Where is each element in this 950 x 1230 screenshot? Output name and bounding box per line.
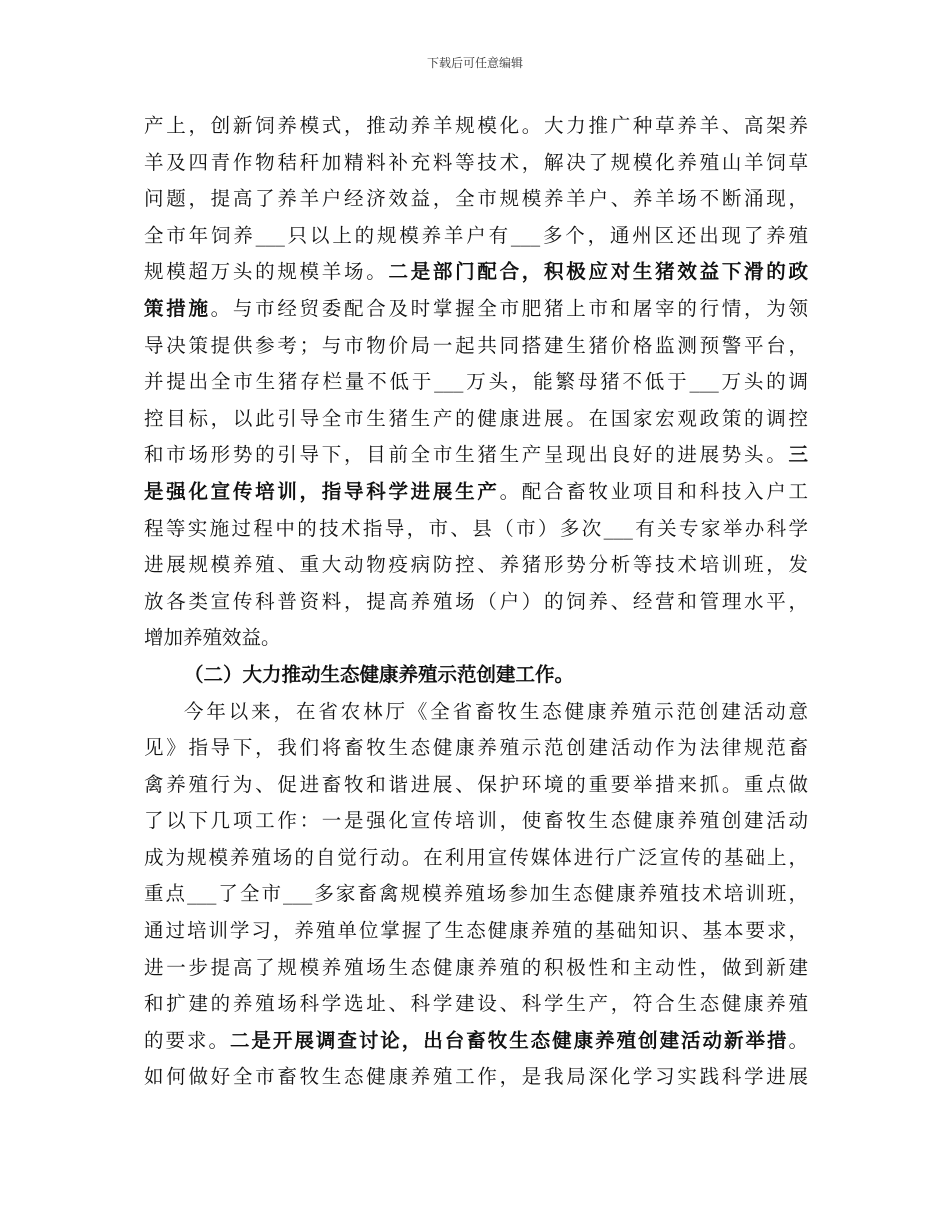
text-run: 的要求。 xyxy=(144,1028,230,1052)
text-line xyxy=(144,767,808,804)
text-run: 今年以来，在省农林厅《全省畜牧生态健康养殖示范创建活动意 xyxy=(184,699,808,723)
body-text xyxy=(144,108,808,1096)
text-run: 并提出全市生猪存栏量不低于___万头，能繁母猪不低于___万头的调 xyxy=(144,370,808,394)
text-run: 和扩建的养殖场科学选址、科学建设、科学生产，符合生态健康养殖 xyxy=(144,992,808,1016)
text-run: 禽养殖行为、促进畜牧和谐进展、保护环境的重要举措来抓。重点做 xyxy=(144,772,808,796)
text-run: 见》指导下，我们将畜牧生态健康养殖示范创建活动作为法律规范畜 xyxy=(144,736,808,760)
text-line xyxy=(144,437,808,474)
text-run: 重点___了全市___多家畜禽规模养殖场参加生态健康养殖技术培训班， xyxy=(144,882,808,906)
text-run: 通过培训学习，养殖单位掌握了生态健康养殖的基础知识、基本要求， xyxy=(144,919,808,943)
text-run: 了以下几项工作：一是强化宣传培训，使畜牧生态健康养殖创建活动 xyxy=(144,809,808,833)
text-run: 增加养殖效益。 xyxy=(144,626,281,650)
text-line xyxy=(144,876,808,913)
text-run: 导决策提供参考；与市物价局一起共同搭建生猪价格监测预警平台， xyxy=(144,333,808,357)
text-run: 。 xyxy=(788,1028,808,1052)
text-line xyxy=(144,401,808,438)
text-run: 和市场形势的引导下，目前全市生猪生产呈现出良好的进展势头。 xyxy=(144,443,789,467)
text-run: 问题，提高了养羊户经济效益，全市规模养羊户、养羊场不断涌现， xyxy=(144,187,808,211)
text-line xyxy=(144,694,808,731)
text-line xyxy=(144,218,808,255)
text-line xyxy=(144,950,808,987)
text-run: 放各类宣传科普资料，提高养殖场（户）的饲养、经营和管理水平， xyxy=(144,589,808,613)
text-run: 产上，创新饲养模式，推动养羊规模化。大力推广种草养羊、高架养 xyxy=(144,114,808,137)
text-line xyxy=(144,1023,808,1060)
text-run: 如何做好全市畜牧生态健康养殖工作，是我局深化学习实践科学进展 xyxy=(144,1065,808,1089)
text-run: 成为规模养殖场的自觉行动。在利用宣传媒体进行广泛宣传的基础上， xyxy=(144,845,808,869)
text-run: 进一步提高了规模养殖场生态健康养殖的积极性和主动性，做到新建 xyxy=(144,955,808,979)
text-run: 程等实施过程中的技术指导，市、县（市）多次___有关专家举办科学 xyxy=(144,516,808,540)
text-line xyxy=(144,254,808,291)
header-note: 下载后可任意编辑 xyxy=(426,56,523,70)
text-line xyxy=(144,620,808,657)
bold-text-run: 二是开展调查讨论，出台畜牧生态健康养殖创建活动新举措 xyxy=(229,1028,789,1052)
text-run: 。配合畜牧业项目和科技入户工 xyxy=(499,479,808,503)
text-line xyxy=(144,730,808,767)
text-line xyxy=(144,1059,808,1096)
bold-text-run: 是强化宣传培训，指导科学进展生产 xyxy=(144,479,500,503)
text-line xyxy=(144,474,808,511)
text-line xyxy=(144,181,808,218)
bold-text-run: 三 xyxy=(788,443,808,467)
text-line xyxy=(144,145,808,182)
text-line xyxy=(144,913,808,950)
text-run: 控目标，以此引导全市生猪生产的健康进展。在国家宏观政策的调控 xyxy=(144,406,808,430)
text-run: 进展规模养殖、重大动物疫病防控、养猪形势分析等技术培训班，发 xyxy=(144,553,808,577)
text-line xyxy=(144,108,808,145)
text-line xyxy=(144,291,808,328)
text-line xyxy=(144,328,808,365)
text-run: 全市年饲养___只以上的规模养羊户有___多个，通州区还出现了养殖 xyxy=(144,223,808,247)
text-run: 。与市经贸委配合及时掌握全市肥猪上市和屠宰的行情，为领 xyxy=(210,296,808,320)
text-run: 羊及四青作物秸秆加精料补充料等技术，解决了规模化养殖山羊饲草 xyxy=(144,150,808,174)
text-line xyxy=(144,840,808,877)
bold-text-run: 二是部门配合，积极应对生猪效益下滑的政 xyxy=(388,260,808,284)
text-line xyxy=(144,511,808,548)
section-heading: （二）大力推动生态健康养殖示范创建工作。 xyxy=(184,662,575,686)
bold-text-run: 策措施 xyxy=(144,296,211,320)
text-run: 规模超万头的规模羊场。 xyxy=(144,260,389,284)
text-line xyxy=(144,547,808,584)
text-line xyxy=(144,364,808,401)
text-line xyxy=(144,986,808,1023)
text-line xyxy=(144,803,808,840)
text-line xyxy=(144,584,808,621)
